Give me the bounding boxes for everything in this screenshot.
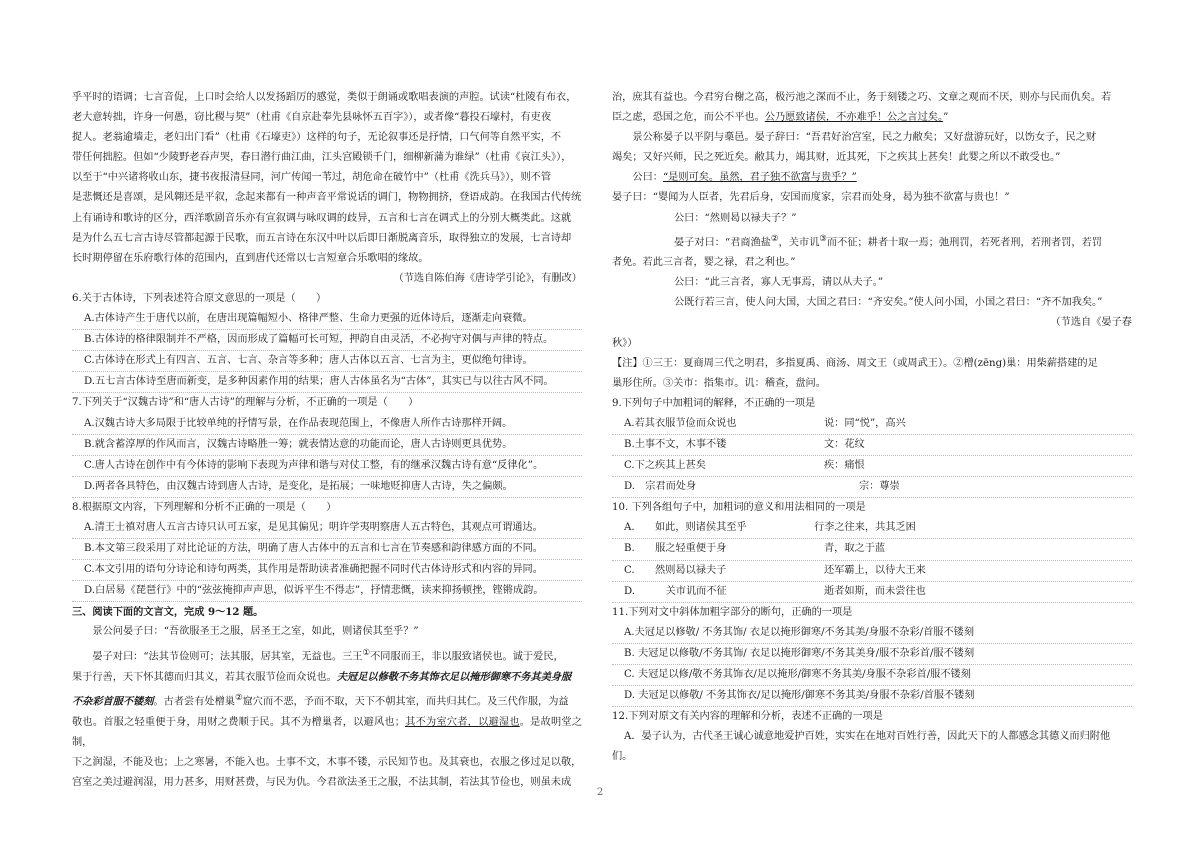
source-citation-cont: 秋》） bbox=[612, 337, 638, 349]
question-7: 7.下列关于“汉魏古诗”和“唐人古诗”的理解与分析，不正确的一项是（ ） bbox=[72, 397, 419, 409]
section-3-heading: 三、阅读下面的文言文，完成 9～12 题。 bbox=[72, 606, 264, 619]
wenyan-line: 景公称晏子以平阴与槀邑。晏子辞曰：“吾君好治宫室，民之力敝矣；又好盘游玩好，以饬女子，民之财 bbox=[632, 132, 1097, 144]
underlined-segment: 其不为室穴者，以避湿也 bbox=[404, 716, 520, 728]
q9-option-d[interactable]: D. 宗君而处身 宗：尊崇 bbox=[612, 477, 1132, 498]
wenyan-line: 晏子对曰：“法其节俭则可；法其服，居其室，无益也。三王①不同服而王，非以服致诸侯也。诚于爱民， bbox=[92, 647, 564, 662]
italic-bold-segment: 不杂彩首服不镂刻 bbox=[72, 695, 154, 708]
wenyan-line: 晏子曰：“婴闻为人臣者，先君后身，安国而度家，宗君而处身，曷为独不欲富与贵也！” bbox=[612, 192, 1010, 204]
q11-option-d[interactable]: D. 夫冠足以修敬/ 不务其饰衣/足以掩形/御寒不务其美/身服不杂彩/首服不镂刻 bbox=[612, 686, 1132, 707]
q11-option-c[interactable]: C. 夫冠足以修/敬不务其饰衣/足以掩形/御寒不务其美/身服不杂彩首/服不镂刻 bbox=[612, 665, 1132, 686]
passage-line: 上有诵诗和歌诗的区分，西洋歌剧音乐亦有宣叙调与咏叹调的歧异，五言和七言在调式上的分别大概类此。这就 bbox=[72, 212, 572, 224]
q12-option-a[interactable]: A．晏子认为，古代圣王诚心诚意地爱护百姓，实实在在地对百姓行善，因此天下的人都感念其德义而归附他 bbox=[624, 731, 1111, 743]
q8-option-a[interactable]: A.清王士禛对唐人五言古诗只认可五家，是见其偏见；明许学夷明察唐人五古特色，其观点可谓通达。 bbox=[72, 518, 582, 539]
annotation-note: 【注】①三王：夏商周三代之明君，多指夏禹、商汤、周文王（或周武王）。②橧(zēng)巢：用柴薪搭建的足 bbox=[612, 357, 1098, 369]
q7-option-d[interactable]: D.两者各具特色，由汉魏古诗到唐人古诗，是变化，是拓展；一味地贬抑唐人古诗，失之偏颇。 bbox=[72, 477, 582, 498]
classical-passage bbox=[72, 622, 582, 793]
wenyan-line: 公曰：“此三言者，寡人无事焉，请以从夫子。” bbox=[674, 277, 884, 289]
question-8: 8.根据原文内容，下列理解和分析不正确的一项是（ ） bbox=[72, 501, 337, 513]
passage-line: 是为什么五七言古诗尽管都起源于民歌，而五言诗在东汉中叶以后即日渐脱离音乐，取得独立的发展，七言诗却 bbox=[72, 232, 572, 244]
question-11: 11.下列对文中斜体加粗字部分的断句，正确的一项是 bbox=[612, 606, 853, 618]
q6-option-c[interactable]: C.古体诗在形式上有四言、五言、七言、杂言等多种；唐人古体以五言、七言为主，更似绝句律诗。 bbox=[72, 351, 582, 372]
passage-line: 捉人。老翁逾墙走，老妇出门看”（杜甫《石壕吏》）这样的句子，无论叙事还是抒情，口气何等自然平实，不 bbox=[72, 132, 562, 144]
underlined-segment: “是则可矣。虽然，君子独不欲富与贵乎？” bbox=[662, 172, 857, 184]
q6-option-a[interactable]: A.古体诗产生于唐代以前，在唐出现篇幅短小、格律严整、生命力更强的近体诗后，逐渐走向衰微。 bbox=[72, 309, 582, 330]
wenyan-line: 者免。若此三言者，婴之禄，君之利也。” bbox=[612, 257, 796, 269]
q9-option-b[interactable]: B.土事不文，木事不镂 文：花纹 bbox=[612, 435, 1132, 456]
wenyan-line: 宫室之美过避润湿，用力甚多，用财甚费，与民为仇。今君欲法圣王之服，不法其制，若法其节俭也，则虽未成 bbox=[72, 776, 572, 788]
q9-option-a[interactable]: A.若其衣服节俭而众说也 说：同“悦”，高兴 bbox=[612, 414, 1132, 435]
q10-option-d[interactable]: D. 关市讥而不征 逝者如斯，而未尝往也 bbox=[612, 582, 1132, 603]
wenyan-line: 治，庶其有益也。今君穷台榭之高，极污池之深而不止，务于刻镂之巧、文章之观而不厌，则亦与民而仇矣。若 bbox=[612, 92, 1112, 103]
wenyan-line: 果于行善，天下怀其德而归其义，若其衣服节俭而众说也。夫冠足以修敬不务其饰衣足以掩形御寒不务其美身服 bbox=[72, 671, 572, 684]
q11-option-b[interactable]: B. 夫冠足以修敬/不务其饰/ 衣足以掩形御寒/不务其美身/服不杂彩首/服不镂刻 bbox=[612, 644, 1132, 665]
passage-line: 是悲慨还是喜颂，是风翱还是平叙，念起来都有一种声音平常说话的调门，物物拥挤，登语成韵。在我国古代传统 bbox=[72, 192, 582, 204]
wenyan-line: 臣之虑，恐国之危，而公不平也。公乃愿致诸侯，不亦难乎！公之言过矣。” bbox=[612, 112, 949, 124]
q7-option-b[interactable]: B.就含蓄淳厚的作风而言，汉魏古诗略胜一筹；就表情达意的功能而论，唐人古诗则更具优势。 bbox=[72, 435, 582, 456]
wenyan-line: 公曰：“然则曷以禄夫子？” bbox=[674, 212, 797, 224]
footnote-marker: ① bbox=[362, 647, 371, 658]
wenyan-line: 晏子对曰：“君商渔盐②，关市讥③而不征；耕者十取一焉；弛刑罚，若死者刑，若刑者罚，若罚 bbox=[674, 233, 1102, 249]
passage-line: 老大意转拙，许身一何愚，窃比稷与契”（杜甫《自京赴奉先县咏怀五百字》），或者像“暮投石壕村，有吏夜 bbox=[72, 112, 552, 124]
q7-option-c[interactable]: C.唐人古诗在创作中有今体诗的影响下表现为声律和谐与对仗工整，有的继承汉魏古诗有意“反律化”。 bbox=[72, 456, 582, 477]
question-9: 9.下列句子中加粗词的解释，不正确的一项是 bbox=[612, 397, 816, 409]
passage-1 bbox=[72, 88, 582, 269]
wenyan-line: 景公问晏子曰：“吾欲服圣王之服，居圣王之室，如此，则诸侯其至乎？” bbox=[92, 626, 419, 638]
q9-option-c[interactable]: C.下之疾其上甚矣 疾：痛恨 bbox=[612, 456, 1132, 477]
passage-line: 乎平时的语调；七言音促，上口时会给人以发扬蹈厉的感觉，类似于朗诵或歌唱表演的声腔。试读“杜陵有布衣， bbox=[72, 92, 577, 103]
q11-option-a[interactable]: A.夫冠足以修敬/ 不务其饰/ 衣足以掩形御寒/不务其美/身服不杂彩/首服不镂刻 bbox=[612, 623, 1132, 644]
passage-line: 长时期停留在乐府歌行体的范围内，直到唐代还常以七言短章合乐歌唱的缘故。 bbox=[72, 252, 429, 264]
italic-bold-segment: 夫冠足以修敬不务其饰衣足以掩形御寒不务其美身服 bbox=[336, 671, 572, 684]
q10-option-a[interactable]: A. 如此，则诸侯其至乎 行李之往来，共其乏困 bbox=[612, 518, 1132, 539]
question-12: 12.下列对原文有关内容的理解和分析，表述不正确的一项是 bbox=[612, 711, 883, 723]
underlined-segment: 公乃愿致诸侯，不亦难乎！公之言过矣。 bbox=[764, 112, 944, 124]
wenyan-line: 公曰：“是则可矣。虽然，君子独不欲富与贵乎？” bbox=[632, 172, 857, 184]
footnote-marker: ③ bbox=[819, 233, 827, 244]
question-6: 6.关于古体诗，下列表述符合原文意思的一项是（ ） bbox=[72, 292, 327, 304]
annotation-note: 巢形住所。③关市：指集市。讥：稽查，盘问。 bbox=[612, 377, 826, 389]
wenyan-line: 公既行若三言，使人问大国，大国之君曰：“齐安矣。”使人问小国，小国之君曰：“齐不加我矣。” bbox=[674, 297, 1103, 309]
page-number: 2 bbox=[596, 787, 604, 798]
wenyan-line: 不杂彩首服不镂刻。古者尝有处橧巢②窟穴而不恶，予而不取，天下不朝其室，而共归其仁。及三代作服，为益 bbox=[72, 693, 569, 708]
q12-option-a-cont: 们。 bbox=[612, 751, 633, 763]
footnote-marker: ② bbox=[770, 233, 779, 244]
q6-option-d[interactable]: D.五七言古体诗至唐而新变，是多种因素作用的结果；唐人古体虽名为“古体”，其实已与以往古风不同。 bbox=[72, 372, 582, 393]
left-column bbox=[72, 88, 582, 793]
source-citation: （节选自《晏子春 bbox=[1050, 317, 1132, 329]
q8-option-c[interactable]: C.本文引用的语句分诗论和诗句两类，其作用是帮助读者准确把握不同时代古体诗形式和内容的异同。 bbox=[72, 560, 582, 581]
q7-option-a[interactable]: A.汉魏古诗大多局限于比较单纯的抒情写景，在作品表现范围上，不像唐人所作古诗那样开阔。 bbox=[72, 414, 582, 435]
wenyan-line: 竭矣；又好兴师，民之死近矣。敝其力，竭其财，近其死，下之疾其上甚矣！此婴之所以不敢受也。” bbox=[612, 152, 1061, 164]
source-citation: （节选自陈伯海《唐诗学引论》，有删改） bbox=[393, 272, 582, 284]
q8-option-b[interactable]: B.本文第三段采用了对比论证的方法，明确了唐人古体中的五言和七言在节奏感和韵律感方面的不同。 bbox=[72, 539, 582, 560]
footnote-marker: ② bbox=[235, 693, 243, 704]
right-column bbox=[612, 88, 1132, 767]
question-10: 10. 下列各组句子中，加粗词的意义和用法相同的一项是 bbox=[612, 502, 866, 514]
q10-option-b[interactable]: B. 服之轻重便于身 青，取之于蓝 bbox=[612, 539, 1132, 560]
q8-option-d[interactable]: D.白居易《琵琶行》中的“弦弦掩抑声声思，似诉平生不得志”，抒情悲慨，读来抑扬顿挫，铿锵成韵。 bbox=[72, 581, 582, 602]
q10-option-c[interactable]: C. 然则曷以禄夫子 还军霸上，以待大王来 bbox=[612, 561, 1132, 582]
passage-line: 带任何拙腔。但如“少陵野老吞声哭，春日潜行曲江曲，江头宫殿锁千门，细柳新蒲为谁绿”（杜甫《哀江头》）， bbox=[72, 152, 572, 164]
passage-line: 以至于“中兴诸将收山东，捷书夜报清昼同，河广传闻一苇过，胡危命在破竹中”（杜甫《洗兵马》），则不管 bbox=[72, 172, 552, 184]
wenyan-line: 下之润湿，不能及也；上之寒暑，不能入也。土事不文，木事不镂，示民知节也。及其衰也，衣服之侈过足以敬， bbox=[72, 756, 582, 768]
q6-option-b[interactable]: B.古体诗的格律限制并不严格，因而形成了篇幅可长可短，押韵自由灵活，不必拘守对偶与声律的特点。 bbox=[72, 330, 582, 351]
wenyan-line: 敬也。首服之轻重便于身，用财之费顺于民。其不为橧巢者，以避风也；其不为室穴者，以避湿也。是故明堂之制， bbox=[72, 716, 583, 748]
